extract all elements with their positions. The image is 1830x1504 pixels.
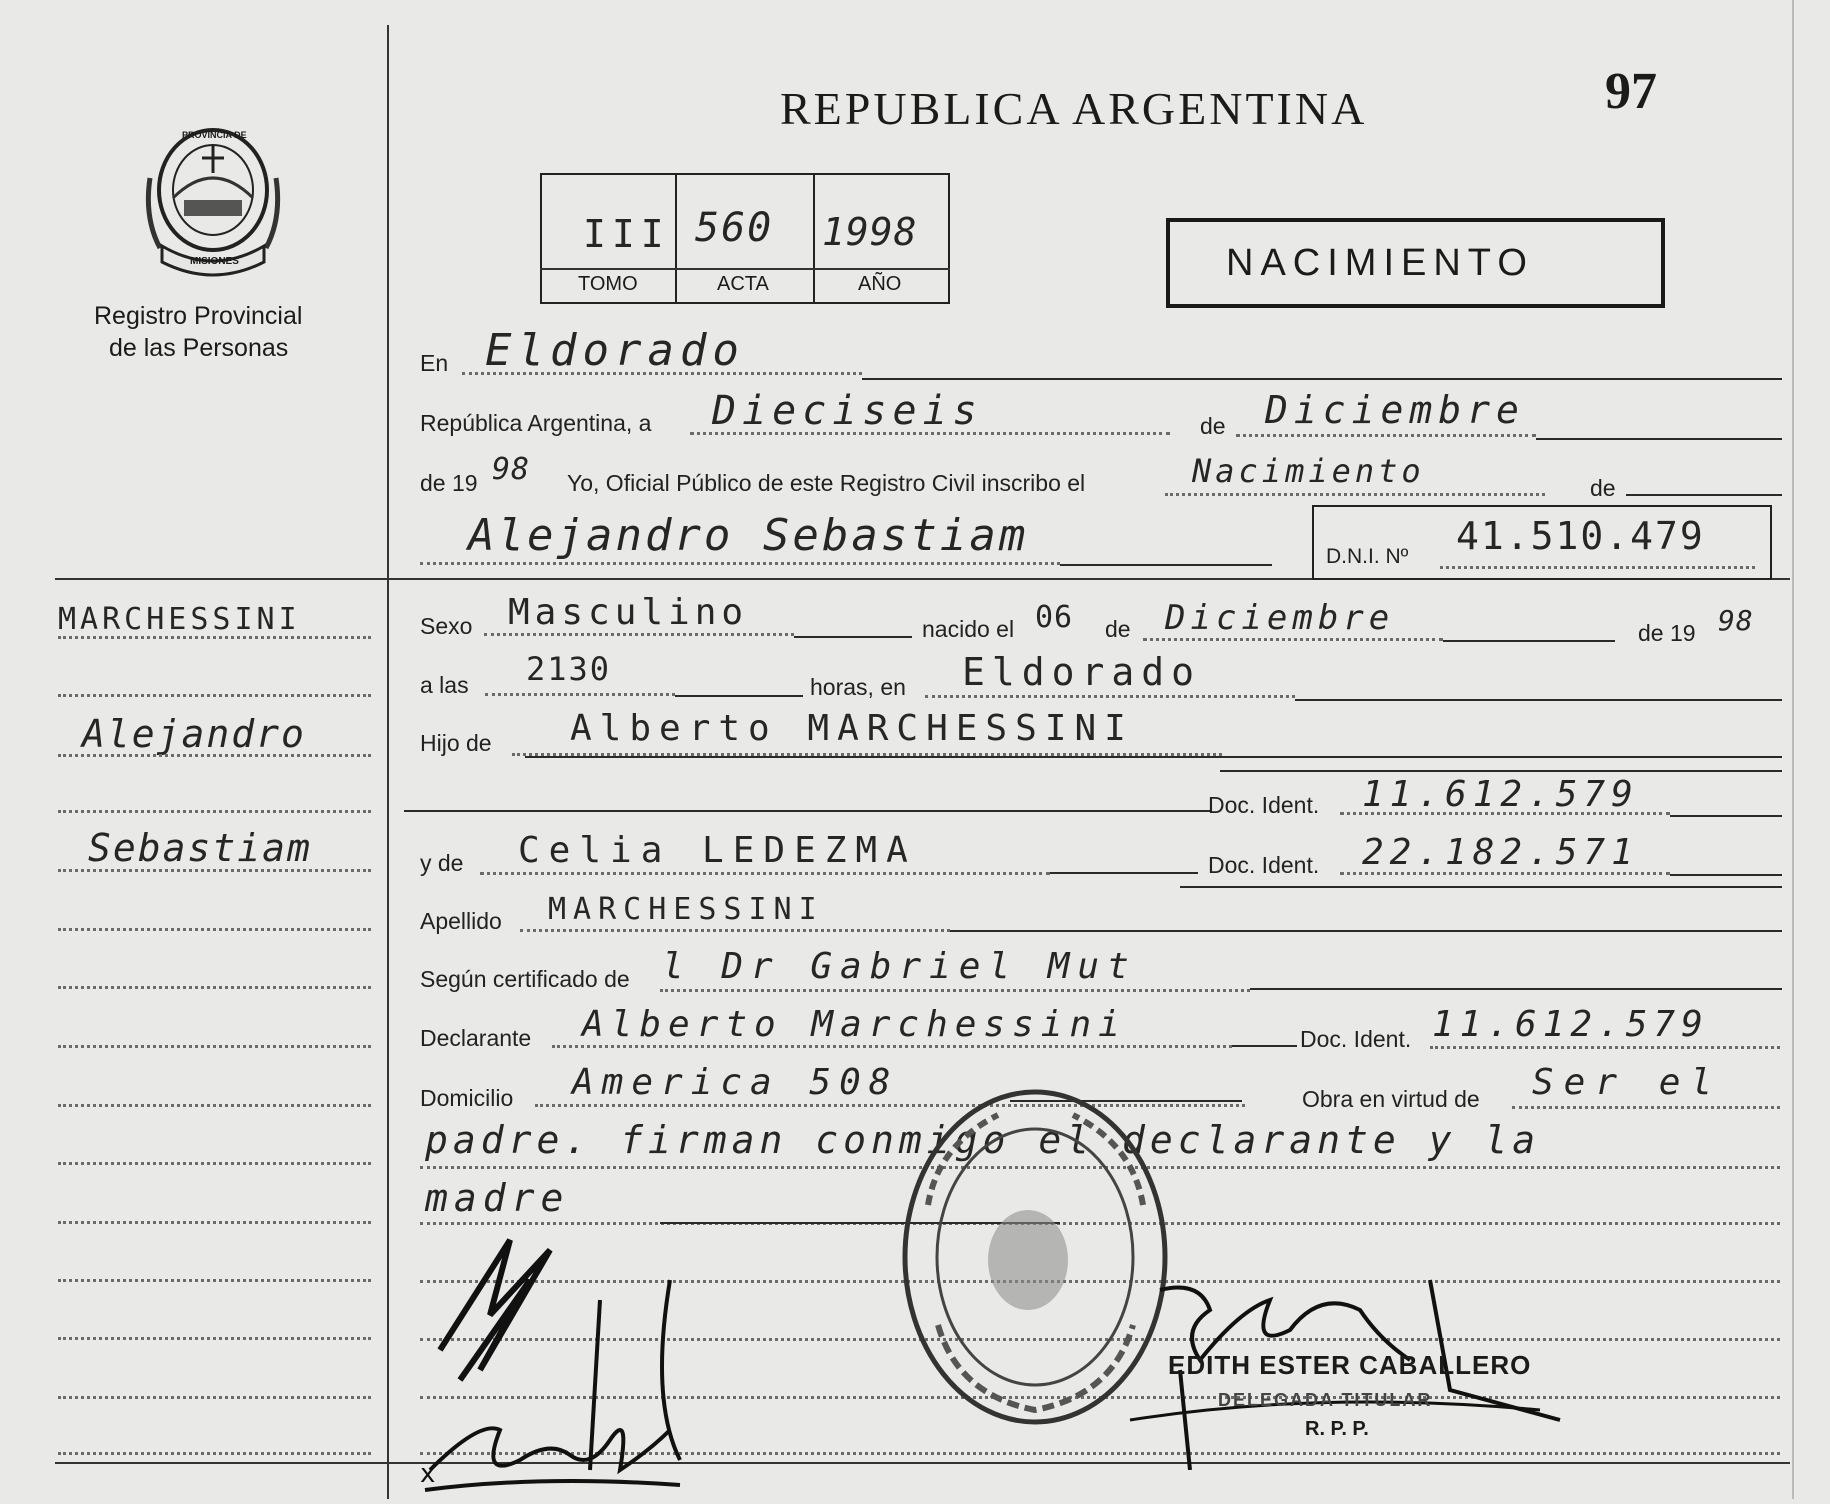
nacido-month: Diciembre bbox=[1165, 598, 1395, 638]
month-value: Diciembre bbox=[1265, 388, 1525, 432]
declarant-signature bbox=[420, 1220, 800, 1499]
margin-surname: MARCHESSINI bbox=[58, 602, 301, 637]
acta-label: ACTA bbox=[717, 273, 769, 295]
horas-en-label: horas, en bbox=[810, 674, 906, 700]
doc-label-3: Doc. Ident. bbox=[1300, 1026, 1412, 1052]
obra-value: Ser el bbox=[1532, 1062, 1723, 1103]
margin-middle-name: Sebastiam bbox=[88, 826, 312, 870]
acta-value: 560 bbox=[695, 205, 774, 251]
year-suffix: 98 bbox=[492, 452, 531, 487]
officer-name-stamp: EDITH ESTER CABALLERO bbox=[1168, 1350, 1532, 1380]
nacido-year: 98 bbox=[1718, 604, 1754, 637]
registry-name-line1: Registro Provincial bbox=[94, 302, 303, 330]
seal-bottom-text: MISIONES bbox=[190, 256, 239, 267]
registry-name-line2: de las Personas bbox=[109, 334, 289, 362]
inscribo-value: Nacimiento bbox=[1192, 452, 1425, 490]
obra-label: Obra en virtud de bbox=[1302, 1086, 1480, 1112]
domicilio-label: Domicilio bbox=[420, 1085, 514, 1111]
ano-value: 1998 bbox=[822, 210, 918, 254]
de19-label: de 19 bbox=[1638, 620, 1696, 646]
doc-label-1: Doc. Ident. bbox=[1208, 792, 1320, 818]
de-label-3: de bbox=[1105, 616, 1131, 642]
record-type-label: NACIMIENTO bbox=[1226, 242, 1534, 284]
father-name: Alberto MARCHESSINI bbox=[570, 708, 1134, 749]
de-label: de bbox=[1200, 413, 1226, 439]
seal-top-text: PROVINCIA DE bbox=[182, 130, 247, 140]
sexo-label: Sexo bbox=[420, 613, 473, 639]
domicilio-value: America 508 bbox=[572, 1062, 899, 1103]
de-label-2: de bbox=[1590, 475, 1616, 501]
right-page-edge bbox=[1792, 0, 1794, 1499]
officer-title-stamp: DELEGADA TITULAR bbox=[1218, 1390, 1433, 1410]
dni-value: 41.510.479 bbox=[1456, 514, 1705, 558]
apellido-label: Apellido bbox=[420, 908, 502, 934]
continuation-line-1: padre. firman conmigo el declarante y la bbox=[425, 1118, 1541, 1162]
tomo-value: III bbox=[583, 212, 670, 256]
child-name: Alejandro Sebastiam bbox=[468, 510, 1029, 561]
country-title: REPUBLICA ARGENTINA bbox=[780, 83, 1368, 134]
year-prefix: de 19 bbox=[420, 470, 478, 496]
mother-doc: 22.182.571 bbox=[1362, 832, 1639, 873]
ano-label: AÑO bbox=[858, 273, 902, 295]
en-value: Eldorado bbox=[485, 325, 745, 376]
yo-text: Yo, Oficial Público de este Registro Civil inscribo el bbox=[567, 470, 1086, 496]
lugar-value: Eldorado bbox=[962, 650, 1202, 694]
day-value: Dieciseis bbox=[712, 388, 983, 434]
nacido-label: nacido el bbox=[922, 616, 1015, 642]
father-doc: 11.612.579 bbox=[1362, 774, 1639, 815]
y-de-label: y de bbox=[420, 850, 464, 876]
provincial-seal bbox=[140, 118, 286, 278]
republica-label: República Argentina, a bbox=[420, 410, 652, 436]
margin-first-name: Alejandro bbox=[82, 712, 306, 756]
svg-text:x: x bbox=[420, 1459, 436, 1489]
nacido-day: 06 bbox=[1035, 600, 1074, 635]
left-column-divider bbox=[387, 25, 389, 1499]
tomo-label: TOMO bbox=[578, 273, 638, 295]
segun-label: Según certificado de bbox=[420, 966, 630, 992]
doc-label-2: Doc. Ident. bbox=[1208, 852, 1320, 878]
officer-org-stamp: R. P. P. bbox=[1305, 1418, 1369, 1440]
en-label: En bbox=[420, 350, 449, 376]
declarante-doc: 11.612.579 bbox=[1432, 1004, 1709, 1045]
continuation-line-2: madre bbox=[425, 1176, 570, 1220]
mother-name: Celia LEDEZMA bbox=[518, 830, 917, 871]
sexo-value: Masculino bbox=[508, 592, 749, 633]
segun-value: l Dr Gabriel Mut bbox=[662, 946, 1137, 987]
apellido-value: MARCHESSINI bbox=[548, 892, 824, 927]
declarante-label: Declarante bbox=[420, 1025, 532, 1051]
declarante-value: Alberto Marchessini bbox=[582, 1004, 1127, 1045]
hijo-label: Hijo de bbox=[420, 730, 492, 756]
a-las-label: a las bbox=[420, 672, 469, 698]
hora-value: 2130 bbox=[526, 650, 612, 688]
dni-label: D.N.I. Nº bbox=[1326, 545, 1409, 568]
page-number: 97 bbox=[1605, 63, 1657, 120]
